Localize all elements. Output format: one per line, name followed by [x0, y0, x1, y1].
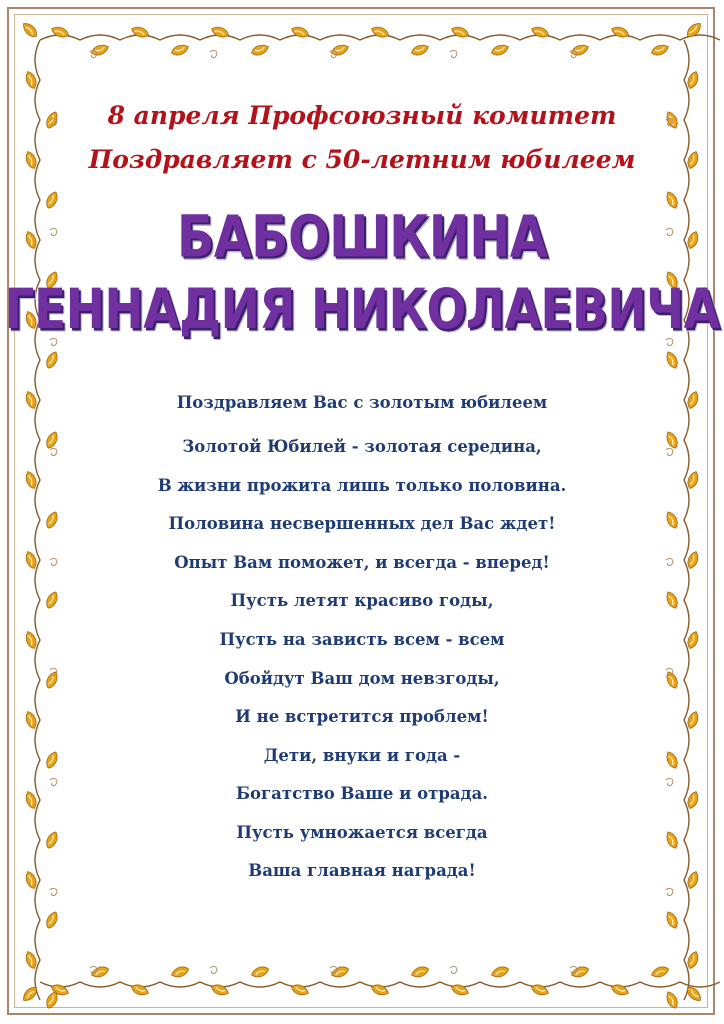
flower-bud-icon	[650, 965, 670, 980]
flower-bud-icon	[686, 70, 701, 90]
flower-bud-icon	[370, 25, 390, 40]
flower-bud-icon	[44, 350, 60, 370]
poem-line: Дети, внуки и года -	[263, 746, 461, 765]
flower-bud-icon	[170, 965, 190, 980]
flower-bud-icon	[686, 950, 701, 970]
poem-line: Половина несвершенных дел Вас ждет!	[168, 514, 556, 533]
poem-line: Ваша главная награда!	[248, 861, 476, 880]
flower-bud-icon	[290, 983, 310, 998]
poem-line: Богатство Ваше и отрада.	[235, 784, 489, 803]
flower-bud-icon	[130, 983, 150, 998]
heading-date-committee: 8 апреля Профсоюзный комитет	[107, 101, 617, 130]
swirl-ornament	[210, 966, 217, 973]
flower-bud-icon	[684, 20, 703, 39]
flower-bud-icon	[450, 983, 470, 998]
honoree-given-names: ГЕННАДИЯ НИКОЛАЕВИЧА	[4, 277, 720, 343]
flower-bud-icon	[450, 25, 470, 40]
poem-line: Пусть летят красиво годы,	[230, 591, 494, 610]
swirl-ornament	[50, 888, 57, 895]
flower-bud-icon	[44, 910, 60, 930]
flower-bud-icon	[24, 70, 39, 90]
flower-bud-icon	[490, 965, 510, 980]
flower-bud-icon	[664, 350, 680, 370]
flower-bud-icon	[370, 983, 390, 998]
poem-line: Пусть умножается всегда	[236, 823, 488, 842]
flower-bud-icon	[210, 983, 230, 998]
flower-bud-icon	[570, 965, 590, 980]
flower-bud-icon	[664, 910, 680, 930]
swirl-ornament	[666, 888, 673, 895]
flower-bud-icon	[20, 20, 39, 39]
flower-bud-icon	[530, 983, 550, 998]
flower-bud-icon	[490, 43, 510, 58]
flower-bud-icon	[610, 983, 630, 998]
flower-bud-icon	[90, 965, 110, 980]
flower-bud-icon	[410, 43, 430, 58]
flower-bud-icon	[24, 950, 39, 970]
flower-bud-icon	[170, 43, 190, 58]
flower-bud-icon	[250, 43, 270, 58]
swirl-ornament	[450, 966, 457, 973]
flower-bud-icon	[210, 25, 230, 40]
swirl-ornament	[450, 50, 457, 57]
poem-line: Золотой Юбилей - золотая середина,	[182, 437, 542, 456]
flower-bud-icon	[664, 990, 680, 1010]
heading-congratulation: Поздравляет с 50-летним юбилеем	[88, 145, 636, 174]
flower-bud-icon	[250, 965, 270, 980]
flower-bud-icon	[330, 965, 350, 980]
honoree-surname: БАБОШКИНА	[176, 203, 548, 271]
poem-line: И не встретится проблем!	[235, 707, 489, 726]
poem-line: Опыт Вам поможет, и всегда - вперед!	[174, 553, 550, 572]
flower-bud-icon	[610, 25, 630, 40]
flower-bud-icon	[130, 25, 150, 40]
poem-line: Обойдут Ваш дом невзгоды,	[224, 669, 500, 688]
swirl-ornament	[210, 50, 217, 57]
flower-bud-icon	[290, 25, 310, 40]
flower-bud-icon	[650, 43, 670, 58]
flower-bud-icon	[530, 25, 550, 40]
flower-bud-icon	[20, 984, 39, 1003]
poem-line: Пусть на зависть всем - всем	[219, 630, 505, 649]
poem-line: В жизни прожита лишь только половина.	[157, 476, 567, 495]
poem-intro: Поздравляем Вас с золотым юбилеем	[176, 393, 548, 412]
flower-bud-icon	[410, 965, 430, 980]
flower-bud-icon	[50, 25, 70, 40]
